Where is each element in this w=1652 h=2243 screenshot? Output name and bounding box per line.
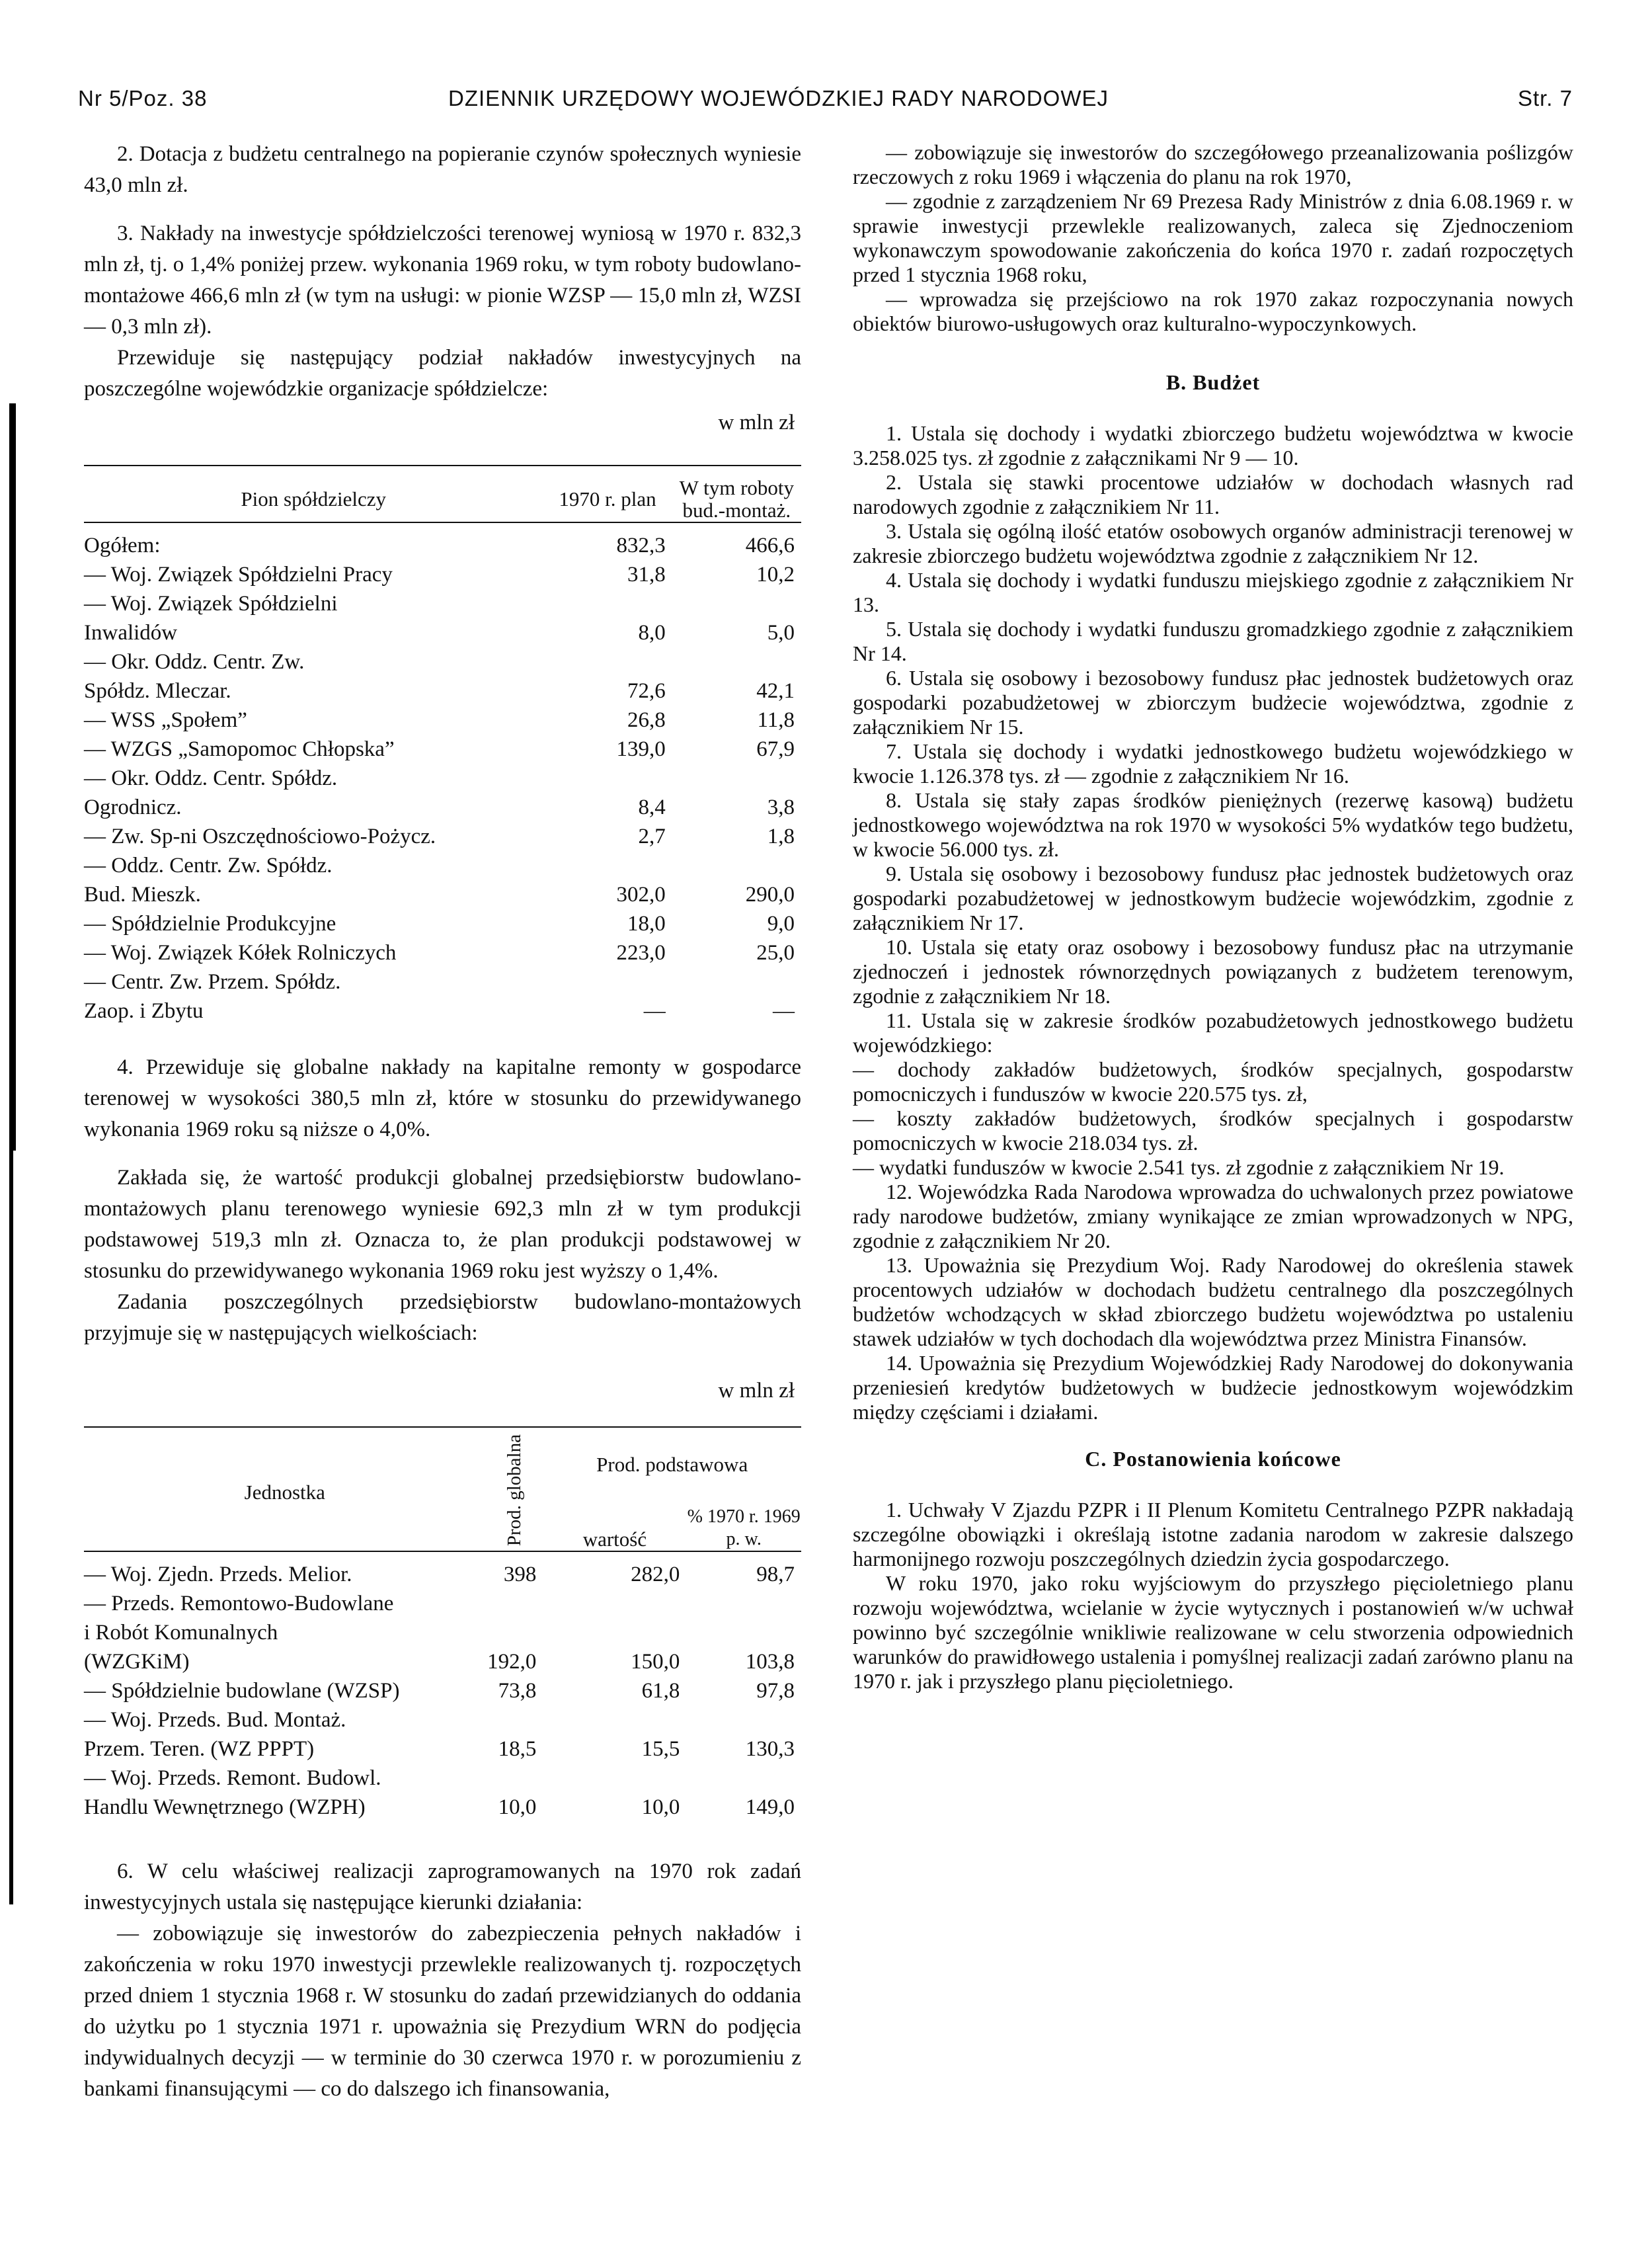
paragraph: 4. Przewiduje się globalne nakłady na kapitalne remonty w gospodarce terenowej w wysokości 380,5 mln zł, które w stosunku do przewidywanego wykonania 1969 roku są niższe o 4,0%.: [84, 1055, 801, 1141]
cell-value: [543, 851, 672, 880]
row-label: Bud. Mieszk.: [84, 883, 201, 907]
paragraph: 13. Upoważnia się Prezydium Woj. Rady Narodowej do określenia stawek procentowych udziałów w dochodach budżetu centralnego dla poszczególnych budżetów wchodzących w skład zbiorczego budżetu województwa po ustaleniu stawek udziałów w tych dochodach dla województwa przez Ministra Finansów.: [853, 1253, 1573, 1350]
cell-value: 302,0: [616, 883, 666, 907]
row-label: Handlu Wewnętrznego (WZPH): [84, 1795, 366, 1820]
cell-value: 139,0: [616, 737, 666, 761]
row-label: — Woj. Związek Spółdzielni Pracy: [84, 563, 393, 587]
column-header: Prod. podstawowa: [596, 1453, 748, 1477]
table-row: [84, 851, 801, 880]
paragraph: Zadania poszczególnych przedsiębiorstw budowlano-montażowych przyjmuje się w następujących wielkościach:: [84, 1290, 801, 1345]
cell-value: [672, 589, 801, 618]
cell-value: 8,0: [638, 621, 666, 645]
paragraph: — wprowadza się przejściowo na rok 1970 zakaz rozpoczynania nowych obiektów biurowo-usługowych oraz kulturalno-wypoczynkowych.: [853, 287, 1573, 335]
cell-value: [672, 851, 801, 880]
cell-value: —: [643, 999, 666, 1023]
row-label: (WZGKiM): [84, 1650, 190, 1674]
column-header: wartość: [582, 1528, 647, 1551]
paragraph: 4. Ustala się dochody i wydatki funduszu miejskiego zgodnie z załącznikiem Nr 13.: [853, 568, 1573, 616]
cell-value: 18,5: [498, 1737, 537, 1762]
cell-value: 15,5: [641, 1737, 680, 1762]
paragraph: 6. W celu właściwej realizacji zaprogramowanych na 1970 rok zadań inwestycyjnych ustala się następujące kierunki działania:: [84, 1859, 801, 1915]
cell-value: [486, 1764, 543, 1793]
paragraph: 12. Wojewódzka Rada Narodowa wprowadza do uchwalonych przez powiatowe rady narodowe budżetów, zmiany wynikające ze zmian wprowadzonych w NPG, zgodnie z załącznikiem Nr 20.: [853, 1180, 1573, 1252]
paragraph: 3. Nakłady na inwestycje spółdzielczości terenowej wyniosą w 1970 r. 832,3 mln zł, tj. o 1,4% poniżej przew. wykonania 1969 roku, w tym roboty budowlano-montażowe 466,6 mln zł (w tym na usługi: w pionie WZSP — 15,0 mln zł, WZSI — 0,3 mln zł).: [84, 222, 801, 339]
paragraph: 10. Ustala się etaty oraz osobowy i bezosobowy fundusz płac na utrzymanie zjednoczeń i jednostek równorzędnych powiązanych z budżetem terenowym, zgodnie z załącznikiem Nr 18.: [853, 935, 1573, 1008]
cell-value: 10,0: [498, 1795, 537, 1820]
cell-value: [486, 1589, 543, 1618]
row-label: — Przeds. Remontowo-Budowlane: [84, 1592, 394, 1616]
table-row: [84, 1647, 801, 1676]
cell-value: 832,3: [616, 534, 666, 557]
cell-value: 9,0: [767, 912, 795, 936]
row-label: — Okr. Oddz. Centr. Spółdz.: [84, 766, 338, 790]
table-row: [84, 938, 801, 967]
cell-value: 98,7: [756, 1563, 795, 1587]
row-label: Inwalidów: [84, 621, 178, 645]
cell-value: 73,8: [498, 1679, 537, 1703]
issue-number: Nr 5/Poz. 38: [78, 86, 208, 110]
list-item: — dochody zakładów budżetowych, środków specjalnych, gospodarstw pomocniczych i funduszów w kwocie 220.575 tys. zł,: [853, 1057, 1573, 1106]
paragraph: 7. Ustala się dochody i wydatki jednostkowego budżetu wojewódzkiego w kwocie 1.126.378 tys. zł — zgodnie z załącznikiem Nr 16.: [853, 739, 1573, 788]
cell-value: [543, 764, 672, 793]
paragraph: 1. Uchwały V Zjazdu PZPR i II Plenum Komitetu Centralnego PZPR nakładają szczególne obowiązki i określają istotne zadania narodom w zakresie dalszego harmonijnego rozwoju poszczególnych dziedzin życia gospodarczego.: [853, 1498, 1573, 1570]
cell-value: 150,0: [631, 1650, 680, 1674]
paragraph: 1. Ustala się dochody i wydatki zbiorczego budżetu województwa w kwocie 3.258.025 tys. zł zgodnie z załącznikami Nr 9 — 10.: [853, 421, 1573, 469]
cell-value: [543, 1618, 686, 1647]
table-row: [84, 1618, 801, 1647]
cell-value: 31,8: [627, 563, 666, 587]
table-row: [84, 764, 801, 793]
cell-value: 149,0: [745, 1795, 795, 1820]
table-body: [84, 1551, 801, 1822]
paragraph: — zobowiązuje się inwestorów do szczegółowego przeanalizowania poślizgów rzeczowych z roku 1969 i włączenia do planu na rok 1970,: [853, 140, 1573, 188]
row-label: — Okr. Oddz. Centr. Zw.: [84, 650, 305, 674]
cell-value: 26,8: [627, 708, 666, 732]
cell-value: [672, 967, 801, 997]
table-row: [84, 1676, 801, 1705]
row-label: — Woj. Przeds. Bud. Montaż.: [84, 1708, 346, 1733]
section-heading: B. Budżet: [1165, 370, 1261, 394]
cell-value: 398: [503, 1563, 537, 1587]
cell-value: [672, 764, 801, 793]
column-header: W tym roboty bud.-montaż.: [679, 476, 795, 522]
cell-value: [672, 647, 801, 676]
cell-value: [543, 1705, 686, 1734]
cell-value: 67,9: [756, 737, 795, 761]
paragraph: 6. Ustala się osobowy i bezosobowy fundusz płac jednostek budżetowych oraz gospodarki pozabudżetowej w zbiorczym budżecie województwa, zgodnie z załącznikiem Nr 15.: [853, 666, 1573, 739]
enterprise-table: [84, 1426, 801, 1822]
cell-value: [486, 1705, 543, 1734]
cell-value: 3,8: [767, 795, 795, 819]
row-label: — Woj. Zjedn. Przeds. Melior.: [84, 1563, 352, 1587]
paragraph: W roku 1970, jako roku wyjściowym do przyszłego pięcioletniego planu rozwoju województwa, wcielanie w życie wytycznych i postanowień w/w uchwał powinno być szczególnie wnikliwie realizowane w celu stworzenia odpowiednich warunków do prawidłowego ustalenia i pomyślnej realizacji zadań zarówno planu na 1970 r. jak i przyszłego planu pięcioletniego.: [853, 1571, 1573, 1693]
table-row: [84, 522, 801, 560]
investment-table: [84, 465, 801, 1026]
table-row: [84, 1764, 801, 1793]
paragraph: 8. Ustala się stały zapas środków pieniężnych (rezerwę kasową) budżetu jednostkowego województwa na rok 1970 w wysokości 5% wydatków tego budżetu, w kwocie 56.000 tys. zł.: [853, 788, 1573, 861]
table-row: [84, 1793, 801, 1822]
cell-value: 223,0: [616, 941, 666, 965]
cell-value: [543, 647, 672, 676]
table-row: [84, 1589, 801, 1618]
cell-value: [686, 1618, 801, 1647]
journal-title: DZIENNIK URZĘDOWY WOJEWÓDZKIEJ RADY NARODOWEJ: [448, 86, 1109, 110]
page-header: [78, 86, 1573, 119]
cell-value: [543, 589, 672, 618]
cell-value: [543, 1764, 686, 1793]
cell-value: 1,8: [767, 825, 795, 848]
cell-value: [686, 1589, 801, 1618]
cell-value: —: [773, 999, 795, 1023]
table-row: [84, 1734, 801, 1764]
table-body: [84, 522, 801, 1026]
paragraph: 14. Upoważnia się Prezydium Wojewódzkiej Rady Narodowej do dokonywania przeniesień kredytów budżetowych w budżecie jednostkowym wojewódzkim między częściami i działami.: [853, 1351, 1573, 1424]
row-label: Zaop. i Zbytu: [84, 999, 204, 1023]
table-row: [84, 880, 801, 909]
row-label: Ogrodnicz.: [84, 795, 182, 819]
cell-value: [686, 1764, 801, 1793]
paragraph: — zgodnie z zarządzeniem Nr 69 Prezesa Rady Ministrów z dnia 6.08.1969 r. w sprawie inwestycji przewlekle realizowanych, zaleca się Zjednoczeniom wykonawczym spowodowanie zakończenia do końca 1970 r. zadań rozpoczętych przed 1 stycznia 1968 roku,: [853, 189, 1573, 286]
cell-value: 10,0: [641, 1795, 680, 1820]
right-column: [853, 126, 1573, 1693]
table-row: [84, 967, 801, 997]
table-row: [84, 997, 801, 1026]
column-header: Pion spółdzielczy: [241, 487, 386, 510]
cell-value: 103,8: [745, 1650, 795, 1674]
row-label: Spółdz. Mleczar.: [84, 679, 231, 703]
cell-value: 192,0: [487, 1650, 537, 1674]
cell-value: 72,6: [627, 679, 666, 703]
cell-value: 282,0: [631, 1563, 680, 1587]
paragraph: 2. Ustala się stawki procentowe udziałów w dochodach własnych rad narodowych zgodnie z załącznikiem Nr 11.: [853, 470, 1573, 518]
paragraph: Przewiduje się następujący podział nakładów inwestycyjnych na poszczególne wojewódzkie organizacje spółdzielcze:: [84, 346, 801, 401]
row-label: — WSS „Społem”: [84, 708, 247, 732]
table-row: [84, 676, 801, 706]
paragraph: 5. Ustala się dochody i wydatki funduszu gromadzkiego zgodnie z załącznikiem Nr 14.: [853, 617, 1573, 665]
row-label: — Woj. Przeds. Remont. Budowl.: [84, 1766, 381, 1791]
paragraph: 11. Ustala się w zakresie środków pozabudżetowych jednostkowego budżetu wojewódzkiego:: [853, 1008, 1573, 1057]
row-label: — Woj. Związek Spółdzielni: [84, 592, 338, 616]
table-row: [84, 793, 801, 822]
row-label: Przem. Teren. (WZ PPPT): [84, 1737, 315, 1762]
cell-value: 8,4: [638, 795, 666, 819]
row-label: — Woj. Związek Kółek Rolniczych: [84, 941, 397, 965]
cell-value: 2,7: [638, 825, 666, 848]
paragraph: Zakłada się, że wartość produkcji globalnej przedsiębiorstw budowlano-montażowych planu terenowego wyniesie 692,3 mln zł w tym produkcji podstawowej 519,3 mln zł. Oznacza to, że plan produkcji podstawowej w stosunku do przewidywanego wykonania 1969 roku jest wyższy o 1,4%.: [84, 1166, 801, 1283]
cell-value: 25,0: [756, 941, 795, 965]
table-row: [84, 1705, 801, 1734]
column-header: Jednostka: [244, 1481, 325, 1504]
cell-value: [686, 1705, 801, 1734]
cell-value: 466,6: [745, 534, 795, 557]
cell-value: 97,8: [756, 1679, 795, 1703]
paragraph: 2. Dotacja z budżetu centralnego na popieranie czynów społecznych wyniesie 43,0 mln zł.: [84, 142, 801, 197]
row-label: — Spółdzielnie Produkcyjne: [84, 912, 336, 936]
table-row: [84, 706, 801, 735]
row-label: — Centr. Zw. Przem. Spółdz.: [84, 970, 341, 994]
cell-value: [543, 967, 672, 997]
column-header: % 1970 r. 1969 p. w.: [687, 1506, 801, 1550]
cell-value: 61,8: [641, 1679, 680, 1703]
table-row: [84, 618, 801, 647]
row-label: — Spółdzielnie budowlane (WZSP): [84, 1679, 400, 1703]
table-row: [84, 647, 801, 676]
table-row: [84, 822, 801, 851]
scan-edge-mark: [9, 403, 16, 1151]
table-row: [84, 1551, 801, 1589]
list-item: — koszty zakładów budżetowych, środków specjalnych i gospodarstw pomocniczych w kwocie 218.034 tys. zł.: [853, 1106, 1573, 1155]
cell-value: 18,0: [627, 912, 666, 936]
paragraph: — zobowiązuje się inwestorów do zabezpieczenia pełnych nakładów i zakończenia w roku 1970 inwestycji przewlekle realizowanych tj. rozpoczętych przed dniem 1 stycznia 1968 r. W stosunku do zadań przewidzianych do oddania do użytku po 1 stycznia 1971 r. upoważnia się Prezydium WRN do podjęcia indywidualnych decyzji — w terminie do 30 czerwca 1970 r. w porozumieniu z bankami finansującymi — co do dalszego ich finansowania,: [84, 1922, 801, 2101]
row-label: — WZGS „Samopomoc Chłopska”: [84, 737, 395, 761]
unit-label: w mln zł: [718, 1379, 795, 1403]
row-label: — Oddz. Centr. Zw. Spółdz.: [84, 854, 333, 877]
unit-label: w mln zł: [718, 411, 795, 434]
left-column: [84, 126, 801, 2105]
cell-value: [486, 1618, 543, 1647]
table-row: [84, 589, 801, 618]
row-label: i Robót Komunalnych: [84, 1621, 278, 1645]
cell-value: [543, 1589, 686, 1618]
column-header: 1970 r. plan: [559, 487, 656, 510]
cell-value: 42,1: [756, 679, 795, 703]
table-row: [84, 560, 801, 589]
table-row: [84, 909, 801, 938]
cell-value: 290,0: [745, 883, 795, 907]
table-row: [84, 735, 801, 764]
row-label: — Zw. Sp-ni Oszczędnościowo-Pożycz.: [84, 825, 436, 848]
column-header: Prod. globalna: [503, 1434, 525, 1547]
cell-value: 11,8: [757, 708, 795, 732]
cell-value: 5,0: [767, 621, 795, 645]
paragraph: 9. Ustala się osobowy i bezosobowy fundusz płac jednostek budżetowych oraz gospodarki pozabudżetowej w jednostkowym budżecie wojewódzkim, zgodnie z załącznikiem Nr 17.: [853, 862, 1573, 934]
section-heading: C. Postanowienia końcowe: [1085, 1447, 1341, 1471]
list-item: — wydatki funduszów w kwocie 2.541 tys. zł zgodnie z załącznikiem Nr 19.: [853, 1155, 1505, 1179]
row-label: Ogółem:: [84, 534, 161, 557]
paragraph: 3. Ustala się ogólną ilość etatów osobowych organów administracji terenowej w zakresie zbiorczego budżetu województwa zgodnie z załącznikiem Nr 12.: [853, 519, 1573, 567]
cell-value: 130,3: [745, 1737, 795, 1762]
scan-edge-mark: [9, 1151, 13, 1904]
page-number: Str. 7: [1517, 86, 1573, 110]
cell-value: 10,2: [756, 563, 795, 587]
